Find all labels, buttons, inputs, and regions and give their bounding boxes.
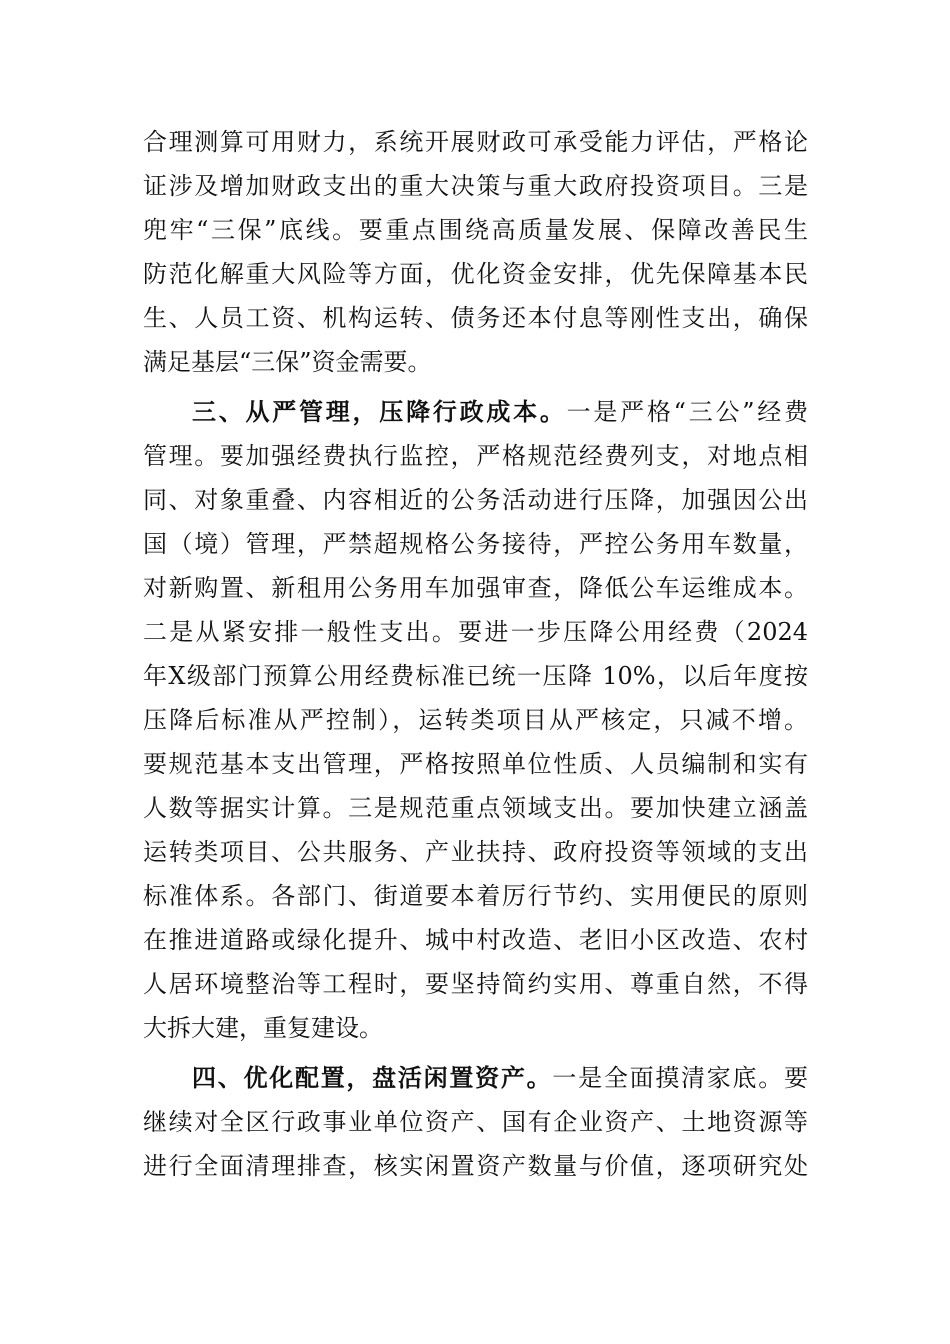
paragraph-2-line-14: 人居环境整治等工程时，要坚持简约实用、尊重自然，不得	[143, 970, 808, 998]
paragraph-2-line-7: 年X级部门预算公用经费标准已统一压降 10%，以后年度按	[143, 662, 808, 690]
paragraph-2-line-13: 在推进道路或绿化提升、城中村改造、老旧小区改造、农村	[143, 926, 808, 954]
paragraph-2-line-4: 国（境）管理，严禁超规格公务接待，严控公务用车数量，	[143, 530, 808, 558]
paragraph-3-line-2: 继续对全区行政事业单位资产、国有企业资产、土地资源等	[143, 1108, 808, 1136]
paragraph-1-line-4: 防范化解重大风险等方面，优化资金安排，优先保障基本民	[143, 260, 808, 288]
paragraph-2-first-line-text: 一是严格“三公”经费	[566, 398, 808, 426]
paragraph-2-line-9: 要规范基本支出管理，严格按照单位性质、人员编制和实有	[143, 750, 808, 778]
paragraph-2-line-10: 人数等据实计算。三是规范重点领域支出。要加快建立涵盖	[143, 794, 808, 822]
paragraph-3-line-3: 进行全面清理排查，核实闲置资产数量与价值，逐项研究处	[143, 1152, 808, 1180]
paragraph-2-line-8: 压降后标准从严控制），运转类项目从严核定，只减不增。	[143, 706, 808, 734]
paragraph-1-line-5: 生、人员工资、机构运转、债务还本付息等刚性支出，确保	[143, 304, 808, 332]
paragraph-2-line-12: 标准体系。各部门、街道要本着厉行节约、实用便民的原则	[143, 882, 808, 910]
paragraph-1-line-3: 兜牢“三保”底线。要重点围绕高质量发展、保障改善民生	[143, 216, 808, 244]
paragraph-2-line-2: 管理。要加强经费执行监控，严格规范经费列支，对地点相	[143, 442, 808, 470]
paragraph-3-first-line	[192, 1058, 808, 1098]
paragraph-2-line-6: 二是从紧安排一般性支出。要进一步压降公用经费（2024	[143, 618, 808, 646]
paragraph-1-line-6: 满足基层“三保”资金需要。	[143, 348, 432, 376]
paragraph-2-line-5: 对新购置、新租用公务用车加强审查，降低公车运维成本。	[143, 574, 808, 602]
paragraph-3-first-line-text: 一是全面摸清家底。要	[552, 1064, 809, 1092]
paragraph-2-line-15: 大拆大建，重复建设。	[143, 1014, 383, 1042]
paragraph-2-heading: 三、从严管理，压降行政成本。	[192, 397, 567, 426]
paragraph-2-first-line	[192, 392, 808, 432]
paragraph-2-line-3: 同、对象重叠、内容相近的公务活动进行压降，加强因公出	[143, 486, 808, 514]
paragraph-1-line-2: 证涉及增加财政支出的重大决策与重大政府投资项目。三是	[143, 172, 808, 200]
paragraph-3-heading: 四、优化配置，盘活闲置资产。	[192, 1063, 553, 1092]
paragraph-1-line-1: 合理测算可用财力，系统开展财政可承受能力评估，严格论	[143, 128, 808, 156]
paragraph-2-line-11: 运转类项目、公共服务、产业扶持、政府投资等领域的支出	[143, 838, 808, 866]
